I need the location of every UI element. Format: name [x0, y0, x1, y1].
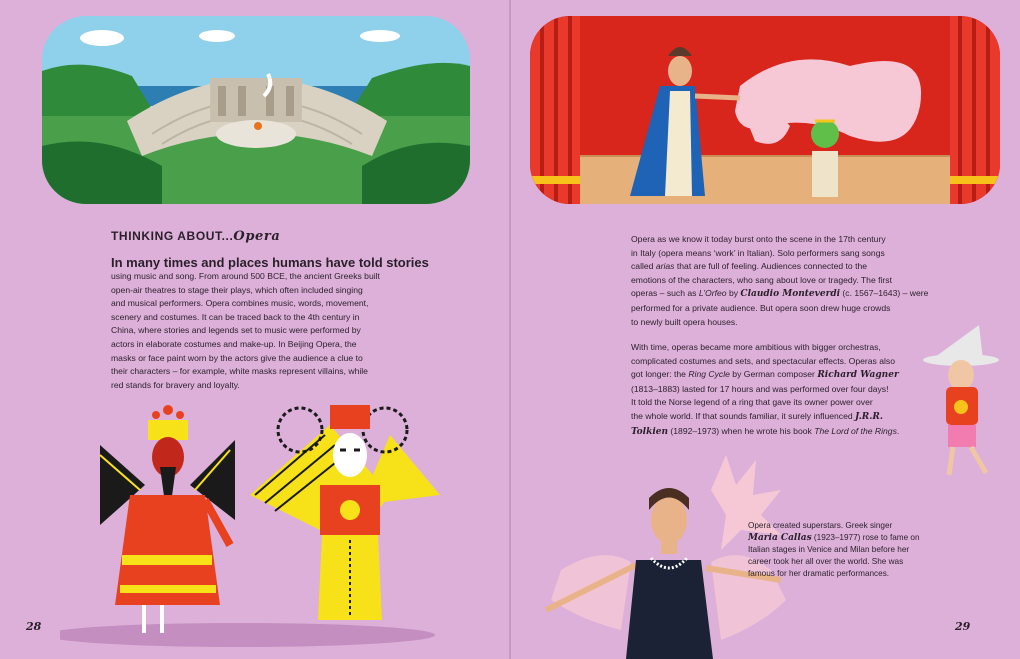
body-line: and musical performers. Opera combines music, words, movement,: [111, 298, 369, 309]
body-line: [631, 260, 961, 274]
body-line: their characters – for example, white masks represent villains, while: [111, 366, 368, 377]
body-line: scenery and costumes. It can be traced back to the 4th century in: [111, 311, 360, 322]
body-line: to newly built opera houses.: [631, 316, 738, 327]
greek-theatre-illustration: [42, 16, 470, 204]
text-run: by German composer: [729, 369, 818, 380]
page-number-right: 29: [955, 620, 971, 633]
body-line: [631, 425, 961, 440]
body-line: [631, 368, 961, 383]
caption-line: [748, 532, 938, 544]
highlighted-name: Claudio Monteverdi: [740, 289, 841, 300]
opera-stage-illustration: [530, 16, 1000, 204]
body-line: Opera as we know it today burst onto the scene in the 17th century: [631, 234, 886, 244]
body-line: (1813–1883) lasted for 17 hours and was performed over four days!: [631, 383, 889, 394]
body-line: masks or face paint worn by the actors give the audience a clue to: [111, 352, 363, 363]
body-line: using music and song. From around 500 BCE, the ancient Greeks built: [111, 271, 380, 281]
italic-title: L’Orfeo: [698, 288, 727, 299]
highlighted-name: J.R.R.: [855, 411, 883, 422]
text-run: called: [631, 261, 656, 272]
body-line: China, where stories and legends set to music were performed by: [111, 325, 361, 336]
highlighted-name: Maria Callas: [748, 533, 812, 543]
text-run: that are full of feeling. Audiences connected to the: [674, 261, 868, 272]
caption-line: famous for her dramatic performances.: [748, 569, 890, 578]
page-number-left: 28: [26, 620, 42, 633]
right-page: [511, 0, 1020, 659]
right-paragraph-1: [631, 233, 961, 329]
text-run: (1923–1977) rose to fame on: [811, 533, 920, 542]
text-run: (c. 1567–1643) – were: [840, 288, 929, 299]
heading-prefix: THINKING ABOUT...: [111, 229, 234, 243]
text-run: the whole world. If that sounds familiar, it surely influenced: [631, 410, 856, 421]
body-line: emotions of the characters, who sang about love or tragedy. The first: [631, 274, 892, 285]
maria-callas-caption: [748, 520, 938, 580]
body-line: [631, 287, 961, 302]
italic-term: arias: [655, 261, 675, 272]
left-body-paragraph: [111, 270, 401, 392]
caption-line: Opera created superstars. Greek singer: [748, 521, 893, 530]
body-line: actors in elaborate costumes and make-up. In Beijing Opera, the: [111, 338, 357, 349]
caption-line: career took her all over the world. She was: [748, 557, 904, 566]
section-heading: [111, 229, 280, 244]
highlighted-name: Tolkien: [631, 426, 669, 437]
text-run: by: [726, 288, 741, 299]
body-line: With time, operas became more ambitious with bigger orchestras,: [631, 342, 881, 352]
lead-sentence: In many times and places humans have told stories: [111, 255, 429, 270]
italic-title: The Lord of the Rings: [814, 425, 897, 436]
body-line: complicated costumes and sets, and spectacular effects. Operas also: [631, 355, 895, 366]
right-paragraph-2: [631, 341, 961, 439]
text-run: got longer: the: [631, 369, 689, 380]
text-run: .: [896, 425, 900, 436]
body-line: It told the Norse legend of a ring that gave its owner power over: [631, 397, 873, 408]
beijing-opera-performers-illustration: [60, 395, 460, 650]
caption-line: Italian stages in Venice and Milan before her: [748, 545, 910, 554]
left-page: [0, 0, 509, 659]
child-with-hat-illustration: [921, 325, 1016, 480]
body-line: open-air theatres to stage their plays, which often included singing: [111, 284, 363, 295]
text-run: operas – such as: [631, 288, 699, 299]
heading-topic: Opera: [233, 229, 281, 244]
body-line: performed for a private audience. But opera soon drew huge crowds: [631, 302, 891, 313]
text-run: (1892–1973) when he wrote his book: [668, 425, 815, 436]
highlighted-name: Richard Wagner: [817, 370, 899, 381]
italic-title: Ring Cycle: [688, 369, 730, 380]
body-line: [631, 410, 961, 425]
body-line: red stands for bravery and loyalty.: [111, 379, 240, 390]
body-line: in Italy (opera means ‘work’ in Italian). Solo performers sang songs: [631, 247, 885, 258]
